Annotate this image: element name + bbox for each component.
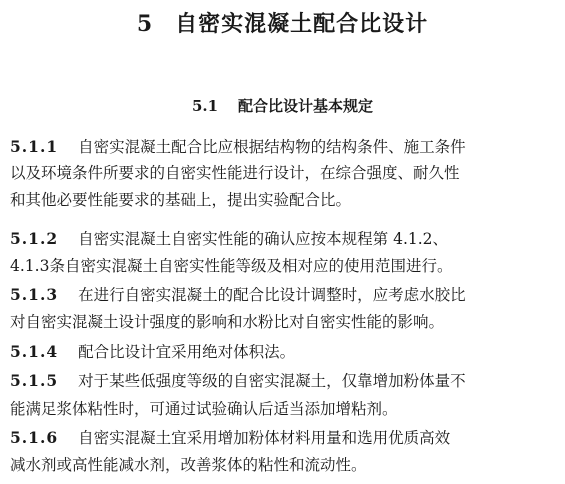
clause-number: 5.1.5 xyxy=(10,371,59,390)
clause-text: 在进行自密实混凝土的配合比设计调整时，应考虑水胶比 xyxy=(78,286,466,304)
clause-number: 5.1.6 xyxy=(10,428,59,447)
clause-5-1-3-line-1 xyxy=(10,285,555,305)
clause-5-1-5-line-1 xyxy=(10,371,555,391)
clause-text: 自密实混凝土宜采用增加粉体材料用量和选用优质高效 xyxy=(78,429,451,447)
clause-text: 能满足浆体粘性时，可通过试验确认后适当添加增粘剂。 xyxy=(10,400,398,418)
clause-text: 和其他必要性能要求的基础上，提出实验配合比。 xyxy=(10,191,352,209)
clause-text: 以及环境条件所要求的自密实性能进行设计，在综合强度、耐久性 xyxy=(10,164,460,182)
chapter-title: 自密实混凝土配合比设计 xyxy=(175,11,429,37)
clause-5-1-5-line-2 xyxy=(10,399,555,419)
clause-5-1-2-line-1 xyxy=(10,229,555,249)
clause-text: 配合比设计宜采用绝对体积法。 xyxy=(78,343,296,361)
clause-text: 对自密实混凝土设计强度的影响和水粉比对自密实性能的影响。 xyxy=(10,313,445,331)
clause-text: 自密实混凝土自密实性能的确认应按本规程第 4.1.2、 xyxy=(78,230,449,248)
clause-5-1-3-line-2 xyxy=(10,312,555,332)
clause-text: 减水剂或高性能减水剂，改善浆体的粘性和流动性。 xyxy=(10,456,367,474)
clause-5-1-2-line-2 xyxy=(10,256,555,276)
clause-5-1-6-line-2 xyxy=(10,455,555,475)
section-number: 5.1 xyxy=(191,97,219,115)
clause-5-1-1-line-2 xyxy=(10,163,555,183)
clause-text: 自密实混凝土配合比应根据结构物的结构条件、施工条件 xyxy=(78,138,466,156)
clause-5-1-1-line-3 xyxy=(10,190,555,210)
clause-5-1-6-line-1 xyxy=(10,428,555,448)
clause-text: 4.1.3条自密实混凝土自密实性能等级及相对应的使用范围进行。 xyxy=(10,257,453,275)
clause-5-1-4-line-1 xyxy=(10,342,555,362)
clause-text: 对于某些低强度等级的自密实混凝土，仅靠增加粉体量不 xyxy=(78,372,466,390)
section-heading xyxy=(0,95,565,116)
clause-number: 5.1.1 xyxy=(10,137,59,156)
clause-number: 5.1.3 xyxy=(10,285,59,304)
chapter-heading xyxy=(0,7,565,38)
chapter-number: 5 xyxy=(136,11,154,37)
clause-5-1-1-line-1 xyxy=(10,137,555,157)
section-title: 配合比设计基本规定 xyxy=(238,97,374,115)
clause-number: 5.1.2 xyxy=(10,229,59,248)
clause-number: 5.1.4 xyxy=(10,342,59,361)
